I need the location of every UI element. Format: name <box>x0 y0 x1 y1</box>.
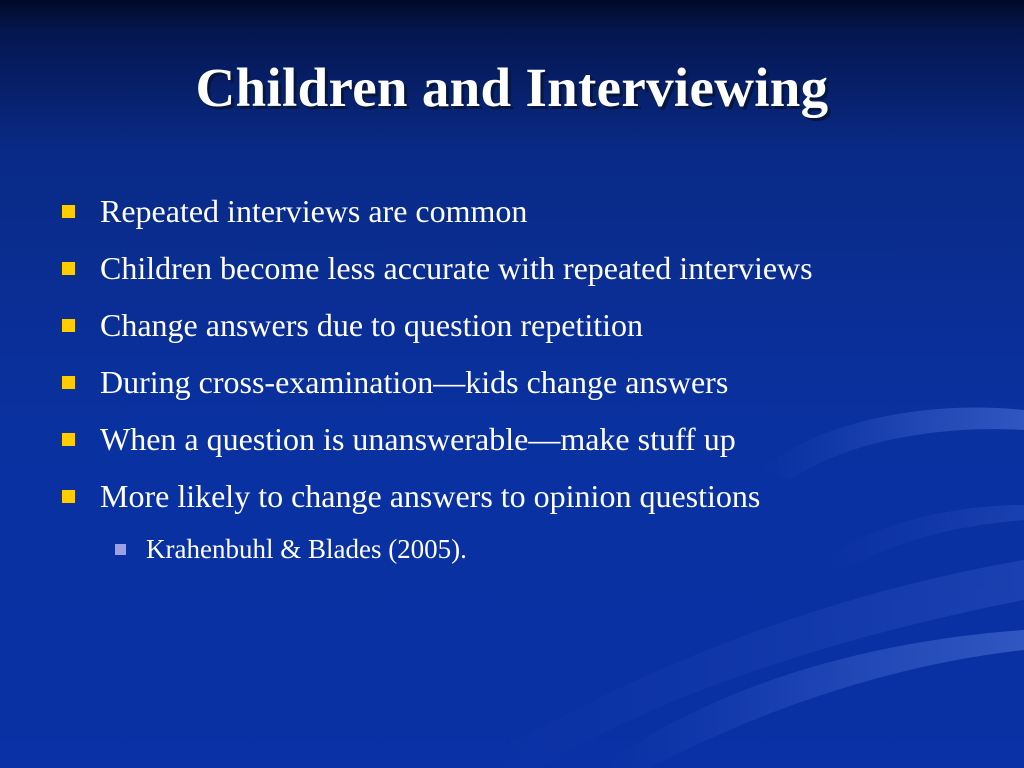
square-bullet-icon <box>62 490 75 503</box>
square-sub-bullet-icon <box>115 544 126 555</box>
bullet-text: Change answers due to question repetition <box>100 307 643 343</box>
bullet-item <box>62 188 813 245</box>
bullet-text: When a question is unanswerable—make stuff up <box>100 421 736 457</box>
bullet-text: During cross-examination—kids change answers <box>100 364 729 400</box>
bullet-text: Repeated interviews are common <box>100 193 528 229</box>
bullet-list <box>62 188 813 530</box>
square-bullet-icon <box>62 262 75 275</box>
slide-title: Children and Interviewing <box>195 57 829 118</box>
bullet-item <box>62 245 813 302</box>
square-bullet-icon <box>62 319 75 332</box>
square-bullet-icon <box>62 433 75 446</box>
bullet-item <box>62 416 813 473</box>
sub-bullet-list <box>115 529 467 569</box>
bullet-item <box>62 359 813 416</box>
square-bullet-icon <box>62 205 75 218</box>
bullet-item <box>62 473 813 530</box>
square-bullet-icon <box>62 376 75 389</box>
citation-text: Krahenbuhl & Blades (2005). <box>146 534 467 564</box>
bullet-item <box>62 302 813 359</box>
sub-bullet-item <box>115 529 467 569</box>
bullet-text: More likely to change answers to opinion questions <box>100 478 761 514</box>
bullet-text: Children become less accurate with repeated interviews <box>100 250 813 286</box>
